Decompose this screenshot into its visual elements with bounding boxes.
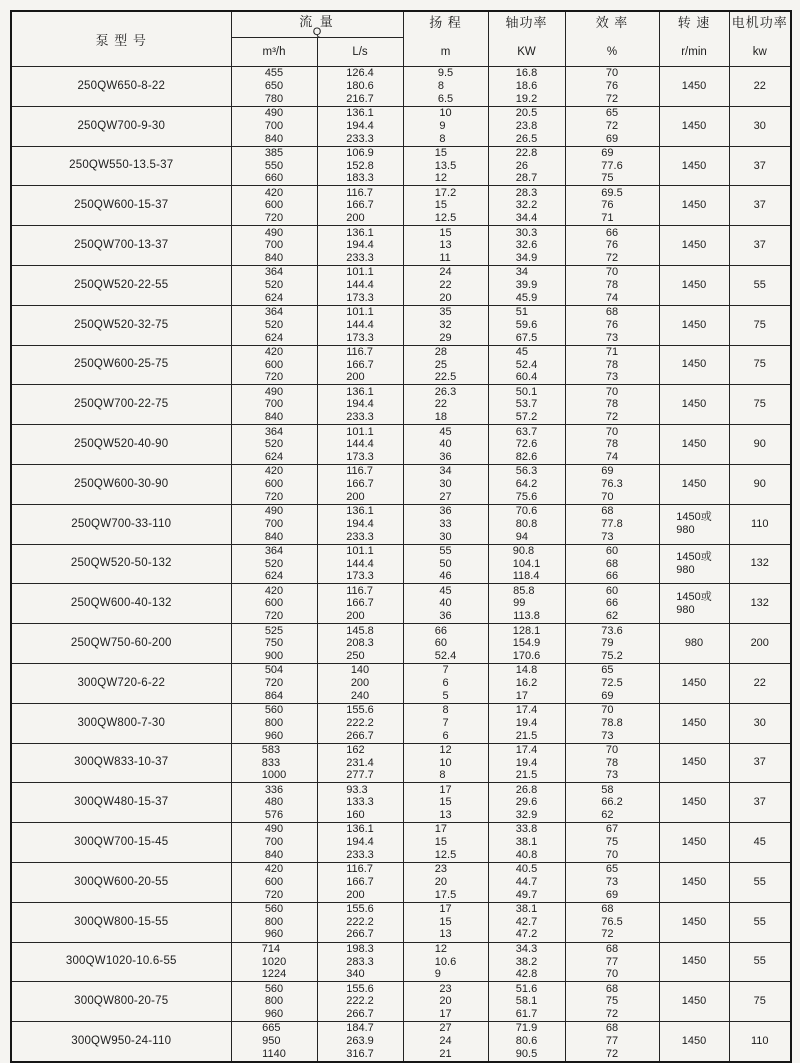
cell-pump-model: 250QW550-13.5-37: [11, 146, 231, 186]
cell-speed: 980: [659, 624, 729, 664]
cell-efficiency: 69 77.6 75: [565, 146, 659, 186]
cell-flow-ls: 126.4 180.6 216.7: [317, 67, 403, 107]
cell-flow-m3h: 336 480 576: [231, 783, 317, 823]
header-shaft-power-unit: KW: [517, 46, 536, 58]
cell-head: 55 50 46: [403, 544, 488, 584]
header-flow-title: 流 量: [299, 14, 335, 29]
cell-shaft-power: 128.1 154.9 170.6: [488, 624, 565, 664]
cell-head: 17.2 15 12.5: [403, 186, 488, 226]
cell-shaft-power: 22.8 26 28.7: [488, 146, 565, 186]
cell-flow-ls: 136.1 194.4 233.3: [317, 504, 403, 544]
cell-efficiency: 71 78 73: [565, 345, 659, 385]
cell-efficiency: 70 78 74: [565, 425, 659, 465]
cell-shaft-power: 16.8 18.6 19.2: [488, 67, 565, 107]
cell-flow-m3h: 714 1020 1224: [231, 942, 317, 982]
cell-flow-m3h: 420 600 720: [231, 345, 317, 385]
cell-flow-m3h: 455 650 780: [231, 67, 317, 107]
cell-motor-power: 132: [729, 584, 791, 624]
cell-shaft-power: 38.1 42.7 47.2: [488, 902, 565, 942]
header-pump-model: 泵 型 号: [11, 11, 231, 67]
cell-flow-m3h: 490 700 840: [231, 106, 317, 146]
cell-speed: 1450或 980: [659, 504, 729, 544]
cell-motor-power: 30: [729, 106, 791, 146]
cell-flow-m3h: 385 550 660: [231, 146, 317, 186]
cell-pump-model: 250QW600-30-90: [11, 464, 231, 504]
cell-pump-model: 250QW700-13-37: [11, 226, 231, 266]
cell-motor-power: 55: [729, 862, 791, 902]
table-row: [11, 186, 791, 226]
cell-pump-model: 250QW600-15-37: [11, 186, 231, 226]
table-row: [11, 982, 791, 1022]
cell-flow-ls: 145.8 208.3 250: [317, 624, 403, 664]
cell-speed: 1450: [659, 703, 729, 743]
cell-efficiency: 67 75 70: [565, 823, 659, 863]
cell-pump-model: 300QW720-6-22: [11, 663, 231, 703]
cell-shaft-power: 50.1 53.7 57.2: [488, 385, 565, 425]
cell-efficiency: 73.6 79 75.2: [565, 624, 659, 664]
cell-motor-power: 110: [729, 1022, 791, 1062]
cell-flow-ls: 140 200 240: [317, 663, 403, 703]
cell-shaft-power: 33.8 38.1 40.8: [488, 823, 565, 863]
cell-flow-m3h: 420 600 720: [231, 464, 317, 504]
cell-efficiency: 68 77 72: [565, 1022, 659, 1062]
cell-head: 8 7 6: [403, 703, 488, 743]
cell-speed: 1450: [659, 67, 729, 107]
table-row: [11, 265, 791, 305]
cell-flow-ls: 136.1 194.4 233.3: [317, 226, 403, 266]
cell-motor-power: 110: [729, 504, 791, 544]
cell-pump-model: 250QW750-60-200: [11, 624, 231, 664]
cell-head: 35 32 29: [403, 305, 488, 345]
cell-efficiency: 69.5 76 71: [565, 186, 659, 226]
cell-flow-m3h: 560 800 960: [231, 982, 317, 1022]
cell-efficiency: 70 78.8 73: [565, 703, 659, 743]
cell-head: 12 10 8: [403, 743, 488, 783]
cell-shaft-power: 90.8 104.1 118.4: [488, 544, 565, 584]
cell-speed: 1450: [659, 1022, 729, 1062]
cell-efficiency: 68 77 70: [565, 942, 659, 982]
header-efficiency: [565, 11, 659, 67]
cell-motor-power: 37: [729, 186, 791, 226]
header-motor-power: [729, 11, 791, 67]
cell-flow-ls: 101.1 144.4 173.3: [317, 544, 403, 584]
cell-pump-model: 300QW700-15-45: [11, 823, 231, 863]
table-row: [11, 67, 791, 107]
cell-motor-power: 22: [729, 67, 791, 107]
table-row: [11, 425, 791, 465]
cell-speed: 1450: [659, 305, 729, 345]
table-row: [11, 942, 791, 982]
cell-shaft-power: 17.4 19.4 21.5: [488, 703, 565, 743]
table-row: [11, 305, 791, 345]
cell-flow-ls: 155.6 222.2 266.7: [317, 982, 403, 1022]
cell-motor-power: 75: [729, 305, 791, 345]
cell-pump-model: 250QW520-40-90: [11, 425, 231, 465]
cell-flow-m3h: 364 520 624: [231, 305, 317, 345]
cell-motor-power: 45: [729, 823, 791, 863]
cell-head: 17 15 12.5: [403, 823, 488, 863]
cell-speed: 1450: [659, 425, 729, 465]
cell-head: 66 60 52.4: [403, 624, 488, 664]
header-shaft-power-title: 轴功率: [505, 15, 548, 30]
cell-efficiency: 65 72 69: [565, 106, 659, 146]
cell-shaft-power: 30.3 32.6 34.9: [488, 226, 565, 266]
cell-speed: 1450: [659, 385, 729, 425]
cell-pump-model: 250QW650-8-22: [11, 67, 231, 107]
cell-flow-m3h: 583 833 1000: [231, 743, 317, 783]
cell-speed: 1450: [659, 146, 729, 186]
cell-shaft-power: 34.3 38.2 42.8: [488, 942, 565, 982]
cell-motor-power: 75: [729, 385, 791, 425]
cell-flow-ls: 116.7 166.7 200: [317, 186, 403, 226]
cell-flow-ls: 101.1 144.4 173.3: [317, 265, 403, 305]
cell-shaft-power: 17.4 19.4 21.5: [488, 743, 565, 783]
cell-motor-power: 55: [729, 902, 791, 942]
table-row: [11, 504, 791, 544]
table-row: [11, 902, 791, 942]
table-row: [11, 703, 791, 743]
cell-pump-model: 250QW700-9-30: [11, 106, 231, 146]
cell-head: 15 13 11: [403, 226, 488, 266]
cell-efficiency: 68 76.5 72: [565, 902, 659, 942]
cell-motor-power: 37: [729, 226, 791, 266]
header-motor-power-unit: kw: [752, 46, 767, 58]
cell-shaft-power: 28.3 32.2 34.4: [488, 186, 565, 226]
cell-flow-m3h: 490 700 840: [231, 504, 317, 544]
cell-motor-power: 200: [729, 624, 791, 664]
cell-shaft-power: 26.8 29.6 32.9: [488, 783, 565, 823]
cell-pump-model: 300QW800-15-55: [11, 902, 231, 942]
header-head-unit: m: [440, 46, 451, 58]
cell-efficiency: 70 78 73: [565, 743, 659, 783]
cell-flow-ls: 93.3 133.3 160: [317, 783, 403, 823]
cell-efficiency: 65 72.5 69: [565, 663, 659, 703]
cell-head: 12 10.6 9: [403, 942, 488, 982]
cell-head: 23 20 17: [403, 982, 488, 1022]
cell-head: 17 15 13: [403, 902, 488, 942]
cell-motor-power: 55: [729, 265, 791, 305]
cell-shaft-power: 45 52.4 60.4: [488, 345, 565, 385]
header-motor-power-title: 电机功率: [731, 15, 788, 30]
cell-head: 45 40 36: [403, 425, 488, 465]
cell-head: 34 30 27: [403, 464, 488, 504]
cell-head: 15 13.5 12: [403, 146, 488, 186]
header-speed-unit: r/min: [681, 46, 707, 58]
cell-shaft-power: 51.6 58.1 61.7: [488, 982, 565, 1022]
header-shaft-power: [488, 11, 565, 67]
table-row: [11, 783, 791, 823]
table-row: [11, 663, 791, 703]
cell-pump-model: 250QW520-22-55: [11, 265, 231, 305]
cell-flow-ls: 136.1 194.4 233.3: [317, 823, 403, 863]
table-header: [11, 11, 791, 67]
cell-pump-model: 300QW600-20-55: [11, 862, 231, 902]
header-efficiency-unit: %: [606, 46, 618, 58]
cell-flow-m3h: 364 520 624: [231, 265, 317, 305]
cell-flow-m3h: 490 700 840: [231, 226, 317, 266]
cell-flow-m3h: 504 720 864: [231, 663, 317, 703]
table-row: [11, 106, 791, 146]
cell-flow-m3h: 560 800 960: [231, 902, 317, 942]
cell-flow-m3h: 420 600 720: [231, 186, 317, 226]
cell-pump-model: 300QW833-10-37: [11, 743, 231, 783]
table-row: [11, 146, 791, 186]
cell-pump-model: 250QW520-50-132: [11, 544, 231, 584]
cell-shaft-power: 51 59.6 67.5: [488, 305, 565, 345]
cell-flow-m3h: 490 700 840: [231, 385, 317, 425]
cell-flow-ls: 136.1 194.4 233.3: [317, 385, 403, 425]
cell-shaft-power: 20.5 23.8 26.5: [488, 106, 565, 146]
cell-efficiency: 70 76 72: [565, 67, 659, 107]
cell-efficiency: 70 78 74: [565, 265, 659, 305]
cell-flow-m3h: 525 750 900: [231, 624, 317, 664]
table-row: [11, 743, 791, 783]
cell-speed: 1450: [659, 345, 729, 385]
cell-shaft-power: 63.7 72.6 82.6: [488, 425, 565, 465]
cell-speed: 1450或 980: [659, 544, 729, 584]
cell-motor-power: 55: [729, 942, 791, 982]
cell-flow-m3h: 560 800 960: [231, 703, 317, 743]
cell-speed: 1450: [659, 862, 729, 902]
cell-pump-model: 250QW600-40-132: [11, 584, 231, 624]
cell-flow-ls: 162 231.4 277.7: [317, 743, 403, 783]
cell-speed: 1450: [659, 942, 729, 982]
cell-motor-power: 132: [729, 544, 791, 584]
cell-flow-m3h: 490 700 840: [231, 823, 317, 863]
cell-flow-m3h: 420 600 720: [231, 862, 317, 902]
cell-flow-ls: 101.1 144.4 173.3: [317, 425, 403, 465]
cell-flow-ls: 184.7 263.9 316.7: [317, 1022, 403, 1062]
header-flow-symbol: Q: [312, 26, 322, 38]
header-efficiency-title: 效 率: [595, 15, 629, 30]
cell-shaft-power: 40.5 44.7 49.7: [488, 862, 565, 902]
cell-flow-ls: 155.6 222.2 266.7: [317, 703, 403, 743]
cell-speed: 1450: [659, 663, 729, 703]
cell-shaft-power: 85.8 99 113.8: [488, 584, 565, 624]
header-head-title: 扬 程: [429, 15, 462, 30]
table-row: [11, 584, 791, 624]
cell-flow-ls: 116.7 166.7 200: [317, 584, 403, 624]
cell-head: 28 25 22.5: [403, 345, 488, 385]
cell-motor-power: 37: [729, 146, 791, 186]
pump-spec-table: [10, 10, 792, 1063]
cell-speed: 1450: [659, 265, 729, 305]
header-speed-title: 转 速: [677, 15, 711, 30]
cell-speed: 1450: [659, 823, 729, 863]
cell-shaft-power: 70.6 80.8 94: [488, 504, 565, 544]
cell-efficiency: 68 76 73: [565, 305, 659, 345]
table-row: [11, 1022, 791, 1062]
cell-motor-power: 75: [729, 345, 791, 385]
table-row: [11, 862, 791, 902]
table-row: [11, 464, 791, 504]
cell-pump-model: 300QW480-15-37: [11, 783, 231, 823]
header-flow: [231, 11, 403, 38]
cell-pump-model: 300QW950-24-110: [11, 1022, 231, 1062]
table-row: [11, 345, 791, 385]
header-head: [403, 11, 488, 67]
cell-flow-ls: 101.1 144.4 173.3: [317, 305, 403, 345]
cell-shaft-power: 34 39.9 45.9: [488, 265, 565, 305]
cell-efficiency: 60 66 62: [565, 584, 659, 624]
cell-efficiency: 68 75 72: [565, 982, 659, 1022]
cell-pump-model: 250QW700-22-75: [11, 385, 231, 425]
cell-speed: 1450或 980: [659, 584, 729, 624]
cell-flow-ls: 198.3 283.3 340: [317, 942, 403, 982]
cell-flow-ls: 106.9 152.8 183.3: [317, 146, 403, 186]
cell-efficiency: 68 77.8 73: [565, 504, 659, 544]
cell-motor-power: 90: [729, 464, 791, 504]
cell-efficiency: 58 66.2 62: [565, 783, 659, 823]
cell-head: 24 22 20: [403, 265, 488, 305]
cell-efficiency: 60 68 66: [565, 544, 659, 584]
cell-head: 9.5 8 6.5: [403, 67, 488, 107]
cell-head: 27 24 21: [403, 1022, 488, 1062]
cell-pump-model: 300QW800-20-75: [11, 982, 231, 1022]
table-row: [11, 823, 791, 863]
cell-speed: 1450: [659, 982, 729, 1022]
table-row: [11, 226, 791, 266]
cell-motor-power: 37: [729, 743, 791, 783]
cell-flow-m3h: 364 520 624: [231, 544, 317, 584]
header-speed: [659, 11, 729, 67]
cell-flow-m3h: 665 950 1140: [231, 1022, 317, 1062]
cell-pump-model: 250QW600-25-75: [11, 345, 231, 385]
table-row: [11, 624, 791, 664]
cell-pump-model: 250QW520-32-75: [11, 305, 231, 345]
cell-head: 17 15 13: [403, 783, 488, 823]
cell-motor-power: 37: [729, 783, 791, 823]
cell-head: 23 20 17.5: [403, 862, 488, 902]
cell-pump-model: 300QW800-7-30: [11, 703, 231, 743]
cell-efficiency: 66 76 72: [565, 226, 659, 266]
cell-speed: 1450: [659, 902, 729, 942]
table-row: [11, 544, 791, 584]
header-flow-m3h: m³/h: [231, 38, 317, 67]
cell-flow-ls: 116.7 166.7 200: [317, 464, 403, 504]
cell-head: 7 6 5: [403, 663, 488, 703]
cell-shaft-power: 56.3 64.2 75.6: [488, 464, 565, 504]
cell-flow-ls: 155.6 222.2 266.7: [317, 902, 403, 942]
cell-head: 26.3 22 18: [403, 385, 488, 425]
cell-shaft-power: 71.9 80.6 90.5: [488, 1022, 565, 1062]
cell-flow-m3h: 420 600 720: [231, 584, 317, 624]
header-flow-ls: L/s: [317, 38, 403, 67]
table-body: [11, 67, 791, 1062]
cell-speed: 1450: [659, 743, 729, 783]
cell-speed: 1450: [659, 464, 729, 504]
cell-flow-ls: 116.7 166.7 200: [317, 862, 403, 902]
cell-motor-power: 90: [729, 425, 791, 465]
cell-head: 36 33 30: [403, 504, 488, 544]
table-row: [11, 385, 791, 425]
cell-flow-ls: 116.7 166.7 200: [317, 345, 403, 385]
cell-efficiency: 69 76.3 70: [565, 464, 659, 504]
cell-flow-ls: 136.1 194.4 233.3: [317, 106, 403, 146]
cell-motor-power: 75: [729, 982, 791, 1022]
cell-motor-power: 30: [729, 703, 791, 743]
cell-speed: 1450: [659, 106, 729, 146]
cell-efficiency: 70 78 72: [565, 385, 659, 425]
cell-head: 10 9 8: [403, 106, 488, 146]
cell-efficiency: 65 73 69: [565, 862, 659, 902]
cell-head: 45 40 36: [403, 584, 488, 624]
cell-speed: 1450: [659, 186, 729, 226]
cell-pump-model: 250QW700-33-110: [11, 504, 231, 544]
cell-flow-m3h: 364 520 624: [231, 425, 317, 465]
cell-shaft-power: 14.8 16.2 17: [488, 663, 565, 703]
cell-motor-power: 22: [729, 663, 791, 703]
cell-speed: 1450: [659, 783, 729, 823]
cell-pump-model: 300QW1020-10.6-55: [11, 942, 231, 982]
cell-speed: 1450: [659, 226, 729, 266]
